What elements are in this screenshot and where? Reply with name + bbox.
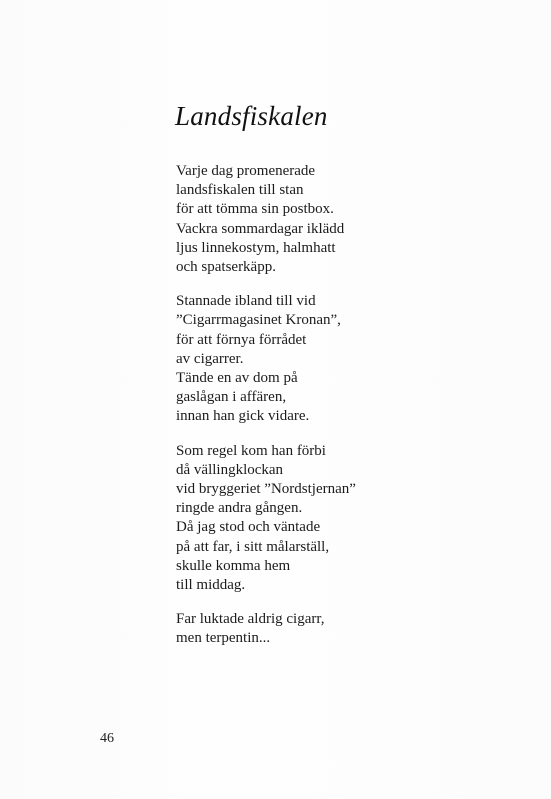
poem-line: vid bryggeriet ”Nordstjernan” [176, 481, 356, 498]
poem-title: Landsfiskalen [175, 101, 328, 131]
poem-line: men terpentin... [176, 630, 271, 647]
poem-line: för att tömma sin postbox. [176, 201, 334, 218]
stanza [176, 442, 436, 596]
poem-line: för att förnya förrådet [176, 331, 307, 348]
poem-line: Som regel kom han förbi [176, 442, 326, 459]
poem-line: Då jag stod och väntade [176, 519, 321, 536]
poem-line: av cigarrer. [176, 350, 244, 367]
poem-line: ljus linnekostym, halmhatt [176, 239, 336, 256]
poem-line: till middag. [176, 577, 246, 594]
poem-line: ringde andra gången. [176, 500, 303, 517]
poem-line: då vällingklockan [176, 461, 284, 478]
poem-line: Varje dag promenerade [176, 163, 316, 179]
stanza [176, 162, 436, 277]
stanza [176, 292, 436, 426]
poem-line: Far luktade aldrig cigarr, [176, 611, 325, 628]
poem-line: landsfiskalen till stan [176, 182, 304, 199]
poem-line: och spatserkäpp. [176, 259, 276, 276]
poem-line: skulle komma hem [176, 557, 291, 574]
poem-line: Tände en av dom på [176, 370, 298, 387]
poem-line: på att far, i sitt målarställ, [176, 538, 330, 555]
poem-line: gaslågan i affären, [176, 389, 287, 406]
poem-line: Stannade ibland till vid [176, 293, 316, 310]
page-number: 46 [100, 731, 114, 746]
poem-line: innan han gick vidare. [176, 408, 310, 425]
poem-line: ”Cigarrmagasinet Kronan”, [176, 312, 341, 329]
poem-body [176, 162, 436, 664]
stanza [176, 610, 436, 648]
poem-line: Vackra sommardagar iklädd [176, 220, 345, 237]
